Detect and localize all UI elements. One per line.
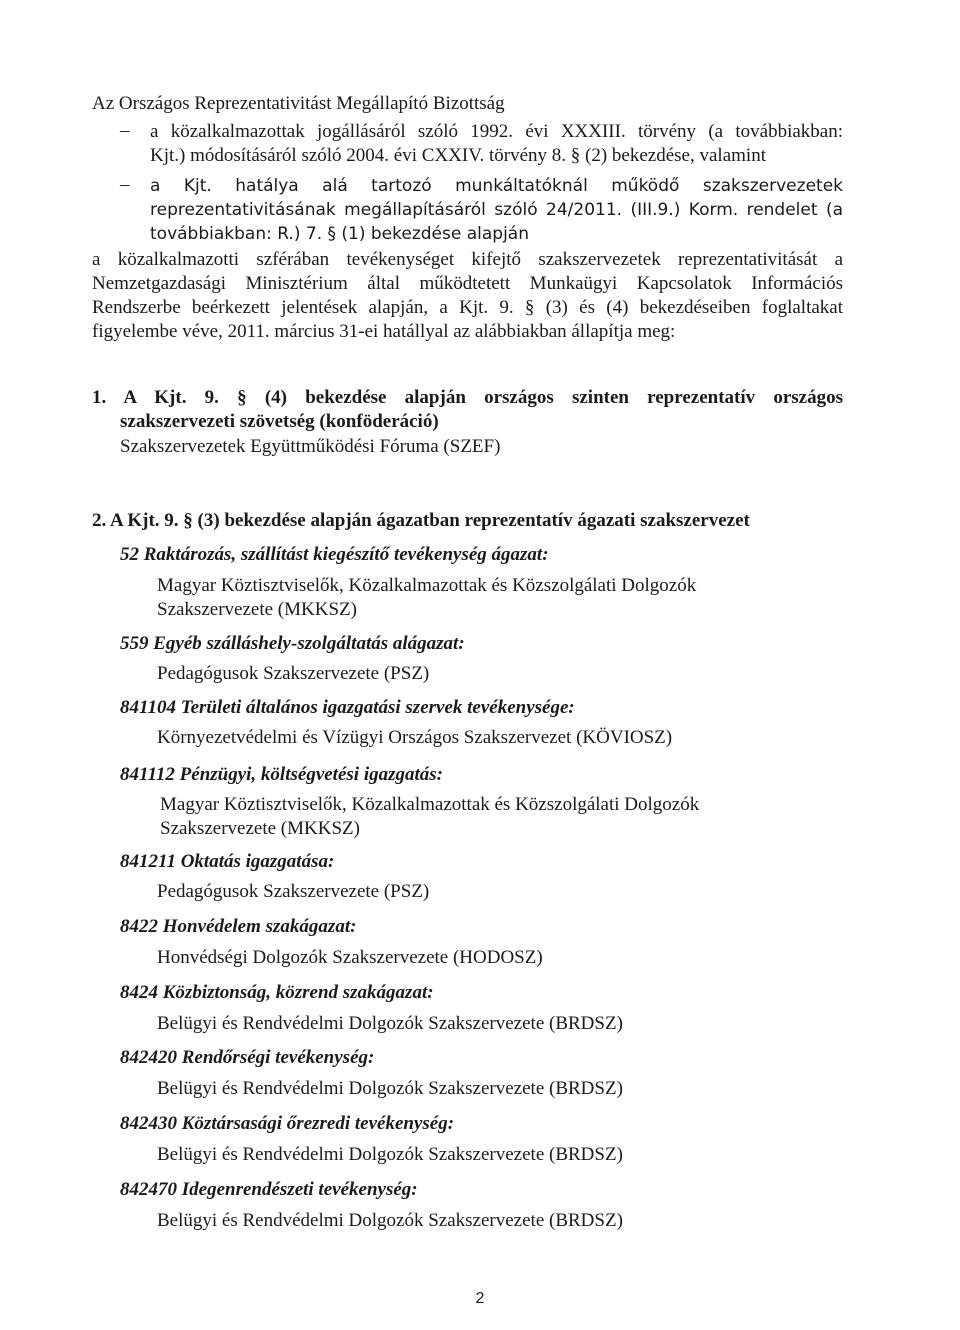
sector-title: 841112 Pénzügyi, költségvetési igazgatás: xyxy=(120,764,443,785)
paragraph-line4: figyelembe véve, 2011. március 31-ei hatállyal az alábbiakban állapítja meg: xyxy=(92,321,676,342)
page-number: 2 xyxy=(475,1290,485,1307)
bullet1-line1: a közalkalmazottak jogállásáról szóló 1992. évi XXXIII. törvény (a továbbiakban: xyxy=(150,121,843,142)
sector-org: Pedagógusok Szakszervezete (PSZ) xyxy=(157,663,430,684)
sector-org: Belügyi és Rendvédelmi Dolgozók Szakszervezete (BRDSZ) xyxy=(157,1078,623,1099)
paragraph-line1: a közalkalmazotti szférában tevékenységet kifejtő szakszervezetek reprezentativitását a xyxy=(92,249,843,270)
sector-title: 842420 Rendőrségi tevékenység: xyxy=(120,1047,375,1068)
sector-org: Környezetvédelmi és Vízügyi Országos Szakszervezet (KÖVIOSZ) xyxy=(157,727,673,748)
sector-org: Belügyi és Rendvédelmi Dolgozók Szakszervezete (BRDSZ) xyxy=(157,1013,623,1034)
sector-title: 842430 Köztársasági őrezredi tevékenység: xyxy=(120,1113,455,1134)
bullet-dash: – xyxy=(120,120,130,141)
sector-org: Belügyi és Rendvédelmi Dolgozók Szakszervezete (BRDSZ) xyxy=(157,1210,623,1231)
sector-org: Pedagógusok Szakszervezete (PSZ) xyxy=(157,881,430,902)
section1-heading-line2: szakszervezeti szövetség (konföderáció) xyxy=(120,411,439,432)
bullet1-line2: Kjt.) módosításáról szóló 2004. évi CXXIV. törvény 8. § (2) bekezdése, valamint xyxy=(150,145,766,166)
bullet2-line3: továbbiakban: R.) 7. § (1) bekezdése alapján xyxy=(150,224,529,244)
section2-heading: 2. A Kjt. 9. § (3) bekezdése alapján ágazatban reprezentatív ágazati szakszervezet xyxy=(92,510,750,531)
bullet2-line2: reprezentativitásának megállapításáról szóló 24/2011. (III.9.) Korm. rendelet (a xyxy=(150,200,843,220)
sector-org-line2: Szakszervezete (MKKSZ) xyxy=(160,818,360,839)
paragraph-line3: Rendszerbe beérkezett jelentések alapján, a Kjt. 9. § (3) és (4) bekezdéseiben foglaltakat xyxy=(92,297,843,318)
sector-title: 841211 Oktatás igazgatása: xyxy=(120,851,335,872)
paragraph-line2: Nemzetgazdasági Minisztérium által működtetett Munkaügyi Kapcsolatok Információs xyxy=(92,273,843,294)
sector-title: 841104 Területi általános igazgatási szervek tevékenysége: xyxy=(120,697,575,718)
sector-org: Honvédségi Dolgozók Szakszervezete (HODOSZ) xyxy=(157,947,543,968)
section1-heading-line1: 1. A Kjt. 9. § (4) bekezdése alapján országos szinten reprezentatív országos xyxy=(92,387,843,408)
sector-title: 8422 Honvédelem szakágazat: xyxy=(120,916,357,937)
sector-title: 559 Egyéb szálláshely-szolgáltatás alágazat: xyxy=(120,633,465,654)
intro-heading: Az Országos Reprezentativitást Megállapító Bizottság xyxy=(92,93,505,114)
sector-org: Belügyi és Rendvédelmi Dolgozók Szakszervezete (BRDSZ) xyxy=(157,1144,623,1165)
sector-org: Magyar Köztisztviselők, Közalkalmazottak és Közszolgálati Dolgozók xyxy=(160,794,700,815)
sector-title: 842470 Idegenrendészeti tevékenység: xyxy=(120,1179,418,1200)
sector-title: 52 Raktározás, szállítást kiegészítő tevékenység ágazat: xyxy=(120,544,549,565)
bullet2-line1: a Kjt. hatálya alá tartozó munkáltatóknál működő szakszervezetek xyxy=(150,176,843,196)
bullet-dash: – xyxy=(120,174,130,195)
sector-org-line2: Szakszervezete (MKKSZ) xyxy=(157,599,357,620)
sector-title: 8424 Közbiztonság, közrend szakágazat: xyxy=(120,982,434,1003)
sector-org: Magyar Köztisztviselők, Közalkalmazottak és Közszolgálati Dolgozók xyxy=(157,575,697,596)
section1-org: Szakszervezetek Együttműködési Fóruma (SZEF) xyxy=(120,436,501,457)
